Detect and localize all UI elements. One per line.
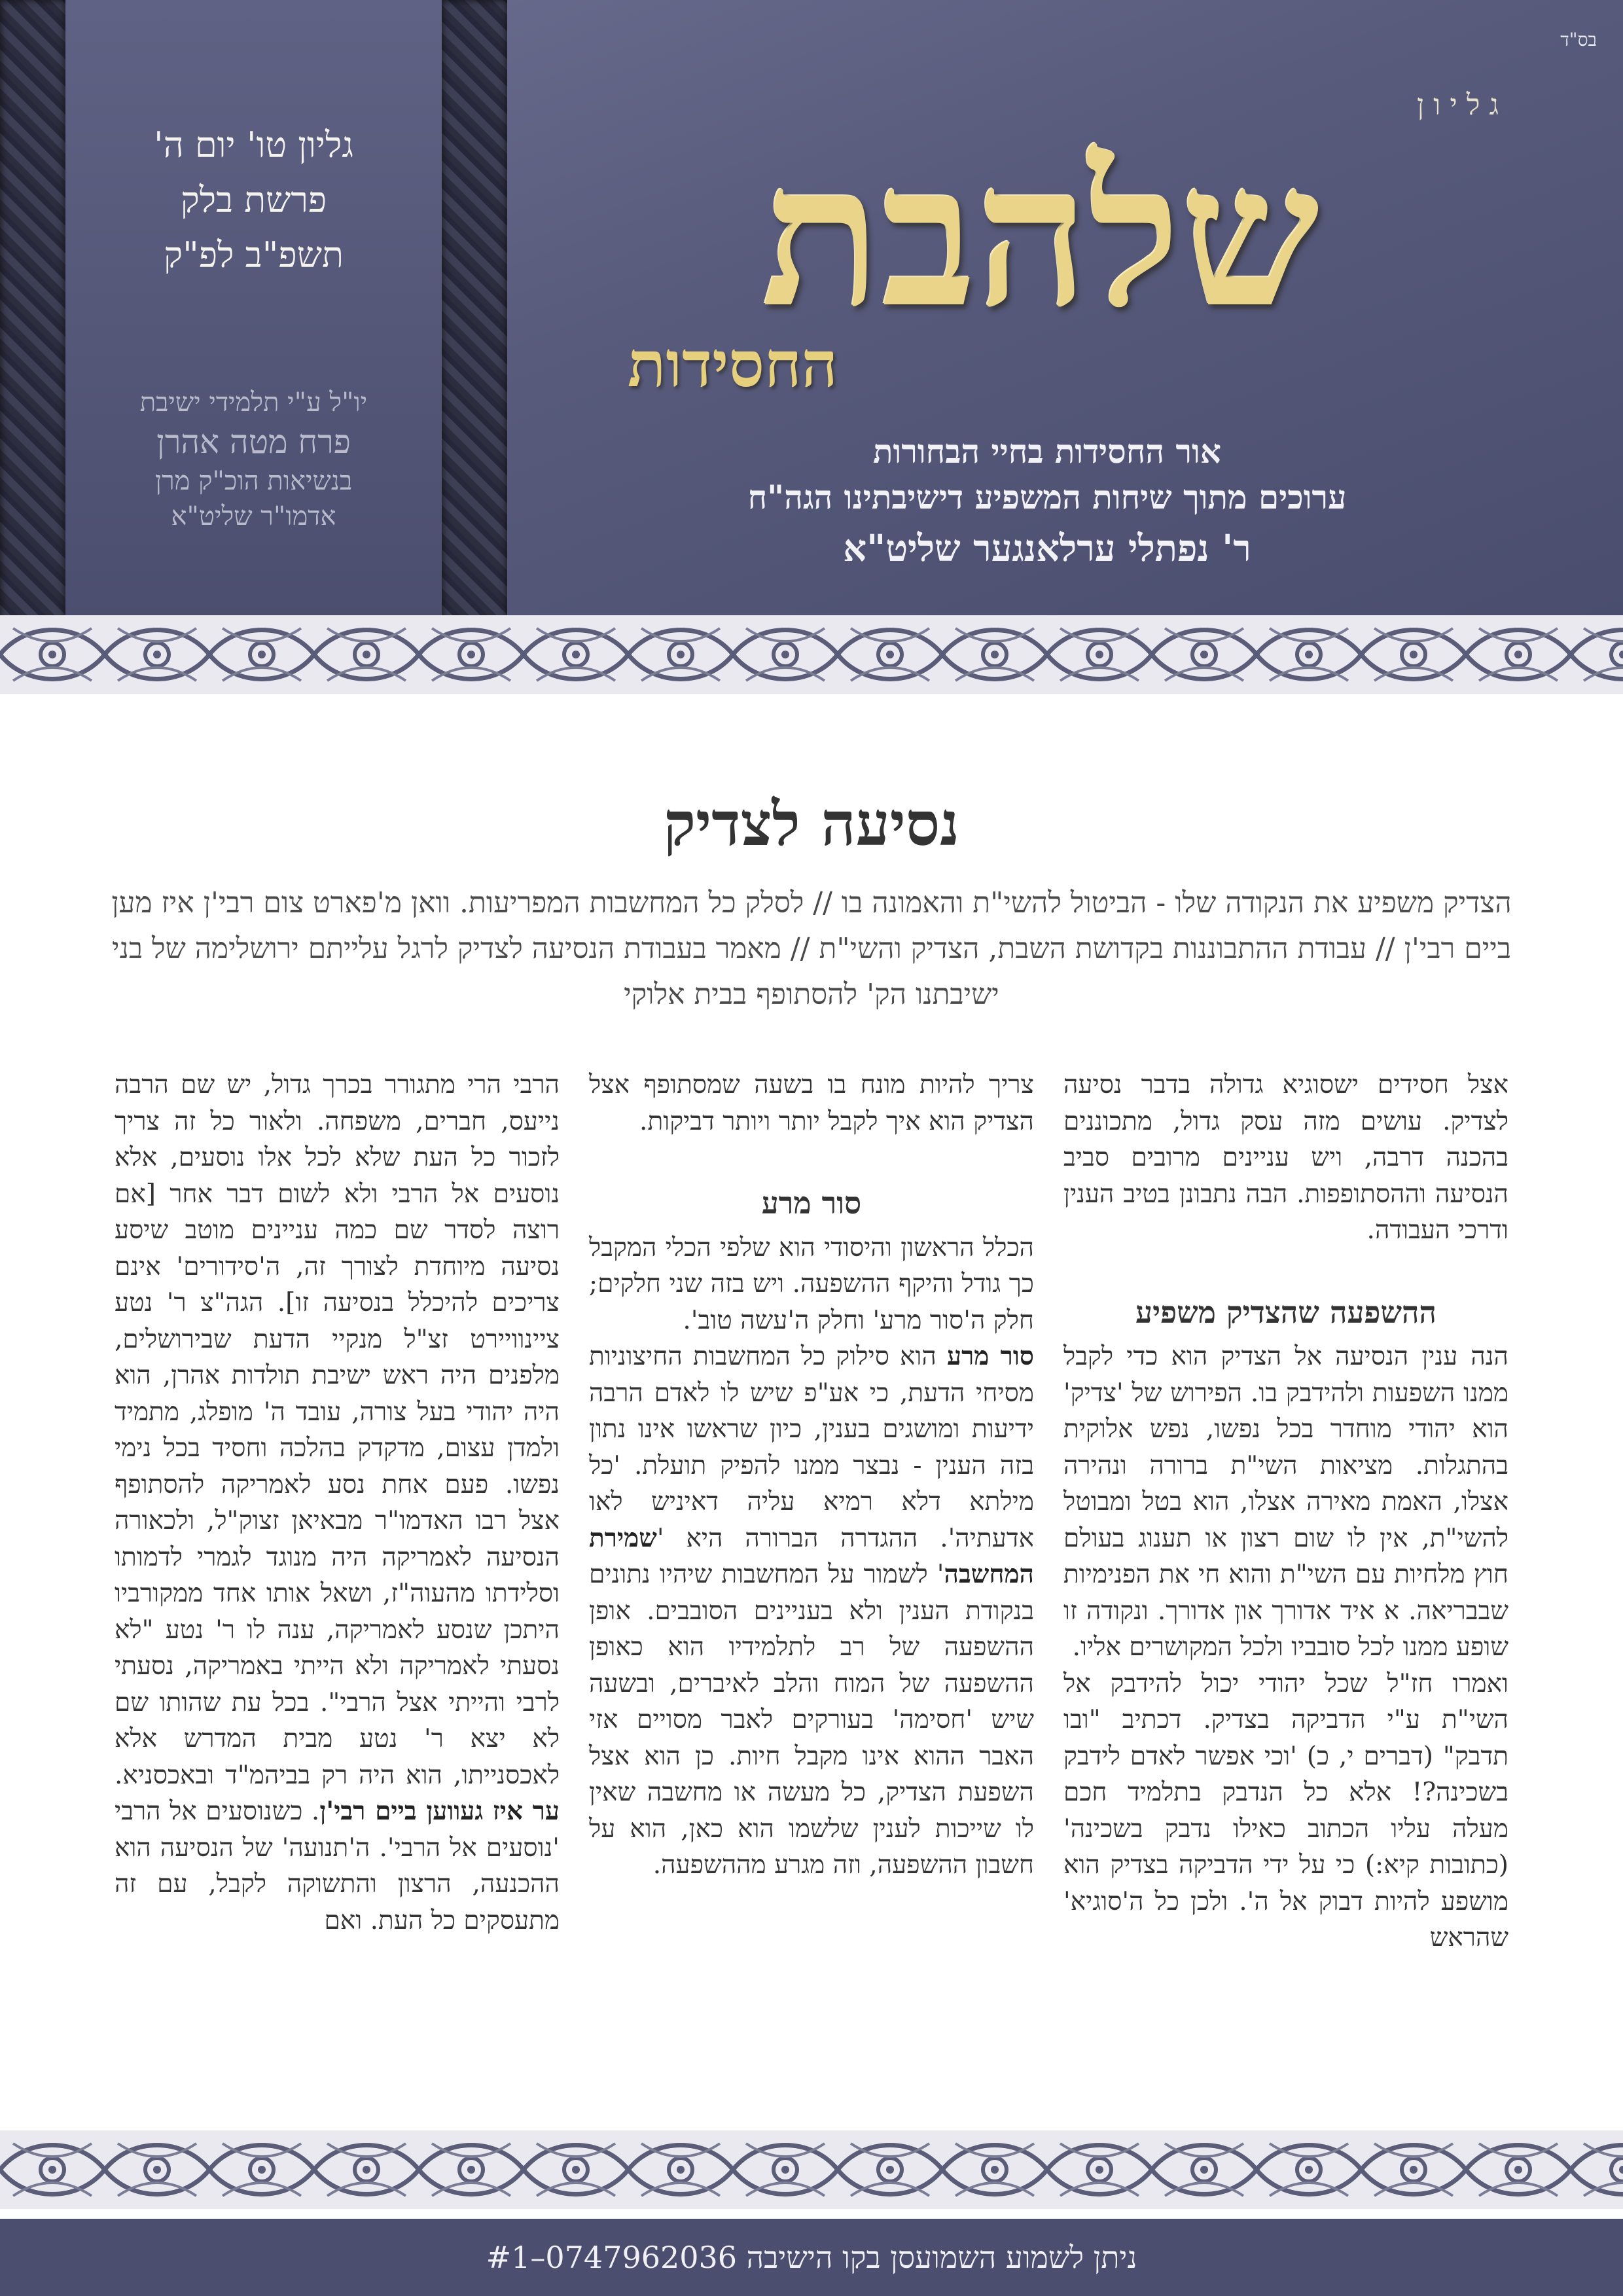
ornamental-pillar-left [0,0,65,625]
column-2-intro: צריך להיות מונח בו בשעה שמסתופף אצל הצדיק הוא איך לקבל יותר ויותר דביקות. [589,1070,1034,1136]
issue-year: תשפ"ב לפ"ק [164,234,344,276]
section-heading-hashpaa: ההשפעה שהצדיק משפיע [1135,1294,1436,1330]
column-2-paragraph-2 [589,1338,1034,1884]
article-column-2 [589,1067,1034,1884]
column-1-paragraph-2: ואמרו חז"ל שכל יהודי יכול להידבק אל השי"ת ע"י הדביקה בצדיק. דכתיב "ובו תדבק" (דברים י, כ) 'וכי אפשר לאדם לידבק בשכינה?! אלא כל הנדבק בתלמיד חכם מעלה עליו הכתוב כאילו נדבק בשכינה' (כתובות קיא:) כי על ידי הדביקה בצדיק הוא מושפע להיות דבוק אל ה'. ולכן כל ה'סוגיא' שהראש [1063,1668,1508,1952]
bold-term-sur-mera: סור מרע [947,1341,1034,1371]
dedication [65,385,442,534]
column-2-paragraph-1: הכלל הראשון והיסודי הוא שלפי הכלי המקבל כך גודל והיקף ההשפעה. ויש בזה שני חלקים; חלק ה'סור מרע' וחלק ה'עשה טוב'. [589,1232,1034,1335]
bold-phrase-rebbe: ער איז געווען ביים רבי'ן [319,1796,560,1826]
column-1-intro: אצל חסידים ישסוגיא גדולה בדבר נסיעה לצדיק. עושים מזה עסק גדול, מתכוננים בהכנה דרבה, ויש עניינים מרובים סביב הנסיעה וההסתופפות. הבה נתבונן בטיב הענין ודרכי העבודה. [1063,1070,1508,1245]
issue-info [65,118,442,283]
column-3-paragraph [115,1067,560,1939]
article-title: נסיעה לצדיק [663,789,960,859]
publication-logo-sub: החסידות [627,327,838,401]
bold-term-shmiras-hamachshava: שמירת המחשבה [589,1522,1034,1589]
yeshiva-name: פרח מטה אהרן [156,423,351,461]
column-1-paragraph-1: הנה ענין הנסיעה אל הצדיק הוא כדי לקבל ממנו השפעות ולהידבק בו. הפירוש של 'צדיק' הוא יהודי מוחדר בכל נפשו, נפש אלוקית בהתגלות. מציאות השי"ת ברורה ונהירה אצלו, האמת מאירה אצלו, הוא בטל ומבוטל להשי"ת, אין לו שום רצון או תענוג בעולם חוץ מלחיות עם השי"ת והוא חי את הפנימיות שבבריאה. א איד אדורך און אדורך. ונקודה זו שופע ממנו לכל סובביו ולכל המקושרים אליו. [1063,1342,1508,1662]
subtitle-line-1: אור החסידות בחיי הבחורות [873,432,1221,471]
subtitle-line-3: ר' נפתלי ערלאנגער שליט"א [843,527,1251,570]
publication-logo: שלהבת [761,120,1320,351]
article-column-1 [1063,1067,1508,1956]
ornamental-pillar-right [442,0,507,625]
subtitle-line-2: ערוכים מתוך שיחות המשפיע דישיבתינו הגה"ח [747,478,1347,516]
parsha-name: פרשת בלק [180,179,327,221]
article-column-3 [115,1067,560,1939]
issue-number: גליון טו' יום ה' [153,124,354,166]
ornament-border-top [0,615,1623,694]
ornament-border-bottom [0,2130,1623,2209]
column-3-text-a: הרבי הרי מתגורר בכרך גדול, יש שם הרבה נייעס, חברים, משפחה. ולאור כל זה צריך לזכור כל העת שלא לכל אלו נוסעים, אלא נוסעים אל הרבי ולא לשום דבר אחר [אם רוצה לסדר שם כמה עניינים מוטב שיסע נסיעה מיוחדת לצורך זה, ה'סידורים' אינם צריכים להיכלל בנסיעה זו]. הגה"צ ר' נטע ציינוויירט זצ"ל מנקיי הדעת שבירושלים, מלפנים היה ראש ישיבת תולדות אהרן, הוא היה יהודי בעל צורה, עובד ה' מופלג, מתמיד ולמדן עצום, מדקדק בהלכה וחסיד בכל נימי נפשו. פעם אחת נסע לאמריקה להסתופף אצל רבו האדמו"ר מבאיאן זצוק"ל, ולכאורה הנסיעה לאמריקה היה מנוגד לגמרי לדמותו וסלידתו מהעוה"ז, ושאל אותו אחד ממקורביו היתכן שנסע לאמריקה, ענה לו ר' נטע "לא נסעתי לאמריקה ולא הייתי באמריקה, נסעתי לרבי והייתי אצל הרבי". בכל עת שהותו שם לא יצא ר' נטע מבית המדרש אלא לאכסנייתו, הוא היה רק בביהמ"ד ובאכסניא. [115,1070,560,1790]
dedication-line-1: יו"ל ע"י תלמידי ישיבת [139,387,368,418]
bsd-mark: בס"ד [1560,29,1597,50]
dedication-line-4: אדמו"ר שליט"א [171,501,336,531]
section-heading-sur-mera: סור מרע [761,1185,862,1221]
gilyon-label: ג ל י ו ן [1416,88,1499,122]
column-2-text-a: הוא סילוק כל המחשבות החיצוניות מסיחי הדעת, כי אע"פ שיש לו לאדם הרבה ידיעות ומושגים בענין, כיון שראשו אינו נתון בזה הענין - נבצר ממנו להפיק תועלת. 'כל מילתא דלא רמיא עליה דאיניש לאו אדעתיה'. ההגדרה הברורה היא ' [589,1342,1034,1553]
article-summary: הצדיק משפיע את הנקודה שלו - הביטול להשי"ת והאמונה בו // לסלק כל המחשבות המפריעות. וואן מ'פארט צום רבי'ן איז מען ביים רבי'ן // עבודת ההתבוננות בקדושת השבת, הצדיק והשי"ת // מאמר בעבודת הנסיעה לצדיק לרגל עלייתם ירושלימה של בני ישיבתנו הק' להסתופף בבית אלוקי [111,886,1512,1011]
dedication-line-3: בנשיאות הוכ"ק מרן [154,466,353,496]
column-3-text-b: . כשנוסעים אל הרבי 'נוסעים אל הרבי'. ה'תנועה' של הנסיעה הוא ההכנעה, הרצון והתשוקה לקבל, עם זה מתעסקים כל העת. ואם [115,1797,560,1935]
footer-phone-line: ניתן לשמוע השמועסן בקו הישיבה 0747962036–#1 [0,2219,1623,2296]
column-2-text-b: ' לשמור על המחשבות שיהיו נתונים בנקודת הענין ולא בעניינים הסובבים. אופן ההשפעה של רב לתלמידיו הוא כאופן ההשפעה של המוח והלב לאיברים, ובשעה שיש 'חסימה' בעורקים לאבר מסויים אזי האבר ההוא אינו מקבל חיות. כן הוא אצל השפעת הצדיק, כל מעשה או מחשבה שאין לו שייכות לענין שלשמו הוא כאן, הוא על חשבון ההשפעה, וזה מגרע מההשפעה. [589,1560,1034,1880]
